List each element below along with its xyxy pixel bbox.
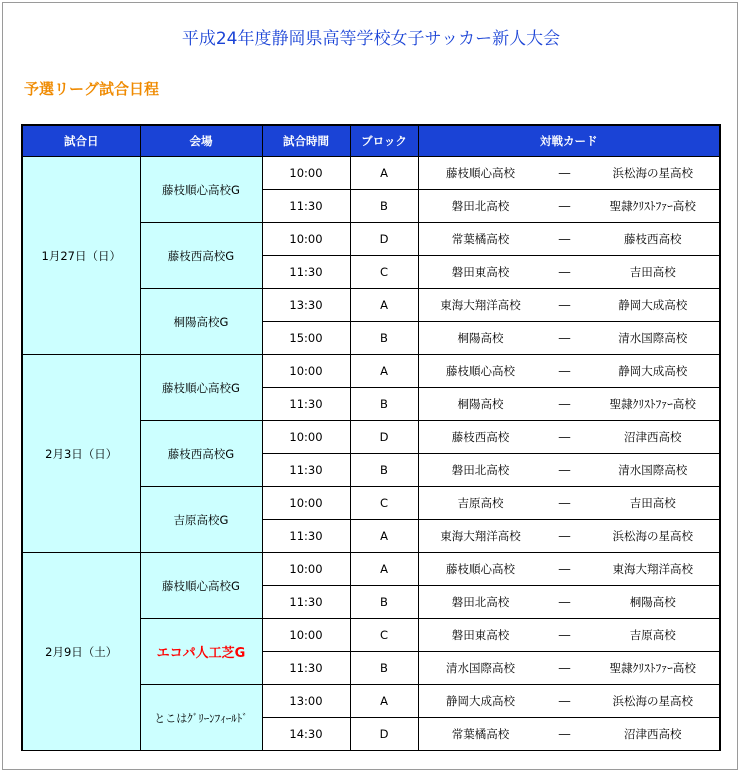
- matchup-cell: [418, 421, 720, 454]
- versus-dash: ―: [558, 628, 571, 642]
- versus-dash: ―: [558, 199, 571, 213]
- match-block: C: [350, 619, 418, 652]
- home-team: 藤枝順心高校: [446, 166, 515, 180]
- home-team: 磐田北高校: [451, 199, 510, 213]
- versus-dash: ―: [558, 397, 571, 411]
- matchup-cell: [418, 190, 720, 223]
- away-team: 沼津西高校: [624, 430, 682, 444]
- matchup-cell: [418, 718, 720, 751]
- versus-dash: ―: [558, 265, 571, 279]
- home-team: 磐田北高校: [451, 463, 510, 477]
- match-block: D: [350, 718, 418, 751]
- versus-dash: ―: [558, 298, 571, 312]
- match-time: 15:00: [262, 322, 350, 355]
- match-block: D: [350, 421, 418, 454]
- matchup: [419, 297, 720, 313]
- home-team: 静岡大成高校: [446, 694, 515, 708]
- versus-dash: ―: [558, 694, 571, 708]
- match-block: B: [350, 652, 418, 685]
- home-team: 藤枝順心高校: [446, 364, 515, 378]
- page-title: 平成24年度静岡県高等学校女子サッカー新人大会: [181, 29, 561, 49]
- versus-dash: ―: [558, 430, 571, 444]
- matchup: [419, 165, 720, 181]
- match-time: 11:30: [262, 388, 350, 421]
- home-team: 磐田北高校: [451, 595, 510, 609]
- away-team: 藤枝西高校: [624, 232, 682, 246]
- home-team: 吉原高校: [457, 496, 504, 510]
- match-block: B: [350, 586, 418, 619]
- match-date: 2月3日（日）: [22, 355, 140, 553]
- match-date: 2月9日（土）: [22, 553, 140, 751]
- home-team: 藤枝順心高校: [446, 562, 515, 576]
- away-team: 浜松海の星高校: [612, 166, 693, 180]
- match-row: [22, 157, 720, 190]
- venue-name: 藤枝西高校G: [140, 421, 262, 487]
- matchup-cell: [418, 223, 720, 256]
- away-team: 吉原高校: [629, 628, 676, 642]
- away-team: 清水国際高校: [618, 331, 688, 345]
- venue-name: 藤枝順心高校G: [140, 553, 262, 619]
- away-team: 聖隷ｸﾘｽﾄﾌｧｰ高校: [609, 199, 696, 213]
- match-block: B: [350, 388, 418, 421]
- home-team: 磐田東高校: [451, 265, 510, 279]
- matchup-cell: [418, 652, 720, 685]
- match-time: 11:30: [262, 520, 350, 553]
- away-team: 浜松海の星高校: [612, 694, 693, 708]
- away-team: 桐陽高校: [629, 595, 676, 609]
- matchup-cell: [418, 289, 720, 322]
- match-row: [22, 553, 720, 586]
- venue-name: 藤枝順心高校G: [140, 157, 262, 223]
- home-team: 東海大翔洋高校: [440, 529, 521, 543]
- match-time: 11:30: [262, 190, 350, 223]
- away-team: 静岡大成高校: [618, 364, 688, 378]
- header-row: [22, 125, 720, 157]
- versus-dash: ―: [558, 595, 571, 609]
- matchup: [419, 231, 720, 247]
- matchup: [419, 330, 720, 346]
- matchup: [419, 726, 720, 742]
- matchup: [419, 462, 720, 478]
- match-block: B: [350, 190, 418, 223]
- matchup: [419, 627, 720, 643]
- matchup-cell: [418, 322, 720, 355]
- schedule-table: [21, 124, 721, 751]
- matchup: [419, 528, 720, 544]
- venue-name: 吉原高校G: [140, 487, 262, 553]
- match-block: B: [350, 322, 418, 355]
- away-team: 静岡大成高校: [618, 298, 688, 312]
- away-team: 吉田高校: [629, 496, 676, 510]
- home-team: 磐田東高校: [451, 628, 510, 642]
- match-time: 10:00: [262, 553, 350, 586]
- matchup-cell: [418, 355, 720, 388]
- matchup: [419, 594, 720, 610]
- venue-name: 藤枝西高校G: [140, 223, 262, 289]
- matchup: [419, 264, 720, 280]
- versus-dash: ―: [558, 562, 571, 576]
- matchup-cell: [418, 520, 720, 553]
- matchup: [419, 396, 720, 412]
- matchup: [419, 660, 720, 676]
- match-time: 10:00: [262, 157, 350, 190]
- match-block: A: [350, 553, 418, 586]
- match-time: 11:30: [262, 454, 350, 487]
- header-venue: 会場: [140, 125, 262, 157]
- matchup-cell: [418, 454, 720, 487]
- matchup-cell: [418, 487, 720, 520]
- away-team: 聖隷ｸﾘｽﾄﾌｧｰ高校: [609, 397, 696, 411]
- home-team: 常葉橘高校: [451, 232, 510, 246]
- match-block: A: [350, 157, 418, 190]
- match-date: 1月27日（日）: [22, 157, 140, 355]
- match-time: 10:00: [262, 619, 350, 652]
- matchup-cell: [418, 685, 720, 718]
- match-time: 11:30: [262, 586, 350, 619]
- matchup-cell: [418, 553, 720, 586]
- match-time: 10:00: [262, 487, 350, 520]
- venue-name: とこはｸﾞﾘｰﾝﾌｨｰﾙﾄﾞ: [140, 685, 262, 751]
- match-time: 11:30: [262, 256, 350, 289]
- home-team: 桐陽高校: [457, 331, 504, 345]
- header-block: ブロック: [350, 125, 418, 157]
- home-team: 東海大翔洋高校: [440, 298, 521, 312]
- match-block: C: [350, 487, 418, 520]
- versus-dash: ―: [558, 661, 571, 675]
- section-subtitle: 予選リーグ試合日程: [24, 80, 160, 98]
- matchup-cell: [418, 256, 720, 289]
- matchup: [419, 693, 720, 709]
- versus-dash: ―: [558, 166, 571, 180]
- versus-dash: ―: [558, 232, 571, 246]
- away-team: 清水国際高校: [618, 463, 688, 477]
- header-time: 試合時間: [262, 125, 350, 157]
- home-team: 清水国際高校: [446, 661, 515, 675]
- match-block: B: [350, 454, 418, 487]
- matchup-cell: [418, 586, 720, 619]
- away-team: 沼津西高校: [624, 727, 682, 741]
- venue-name: 藤枝順心高校G: [140, 355, 262, 421]
- away-team: 東海大翔洋高校: [612, 562, 693, 576]
- versus-dash: ―: [558, 364, 571, 378]
- versus-dash: ―: [558, 529, 571, 543]
- home-team: 桐陽高校: [457, 397, 504, 411]
- matchup: [419, 198, 720, 214]
- matchup: [419, 495, 720, 511]
- away-team: 吉田高校: [629, 265, 676, 279]
- match-time: 10:00: [262, 223, 350, 256]
- away-team: 聖隷ｸﾘｽﾄﾌｧｰ高校: [609, 661, 696, 675]
- header-date: 試合日: [22, 125, 140, 157]
- matchup: [419, 363, 720, 379]
- match-time: 10:00: [262, 421, 350, 454]
- versus-dash: ―: [558, 463, 571, 477]
- matchup-cell: [418, 388, 720, 421]
- matchup-cell: [418, 619, 720, 652]
- versus-dash: ―: [558, 331, 571, 345]
- matchup: [419, 561, 720, 577]
- match-block: D: [350, 223, 418, 256]
- match-time: 13:30: [262, 289, 350, 322]
- away-team: 浜松海の星高校: [612, 529, 693, 543]
- matchup: [419, 429, 720, 445]
- matchup-cell: [418, 157, 720, 190]
- match-time: 11:30: [262, 652, 350, 685]
- venue-name: エコパ人工芝G: [140, 619, 262, 685]
- match-time: 10:00: [262, 355, 350, 388]
- match-block: A: [350, 685, 418, 718]
- match-block: A: [350, 355, 418, 388]
- header-matchup: 対戦カード: [418, 125, 720, 157]
- match-block: A: [350, 520, 418, 553]
- versus-dash: ―: [558, 496, 571, 510]
- match-time: 14:30: [262, 718, 350, 751]
- versus-dash: ―: [558, 727, 571, 741]
- match-time: 13:00: [262, 685, 350, 718]
- match-row: [22, 355, 720, 388]
- venue-name: 桐陽高校G: [140, 289, 262, 355]
- match-block: A: [350, 289, 418, 322]
- match-block: C: [350, 256, 418, 289]
- home-team: 藤枝西高校: [451, 430, 510, 444]
- home-team: 常葉橘高校: [451, 727, 510, 741]
